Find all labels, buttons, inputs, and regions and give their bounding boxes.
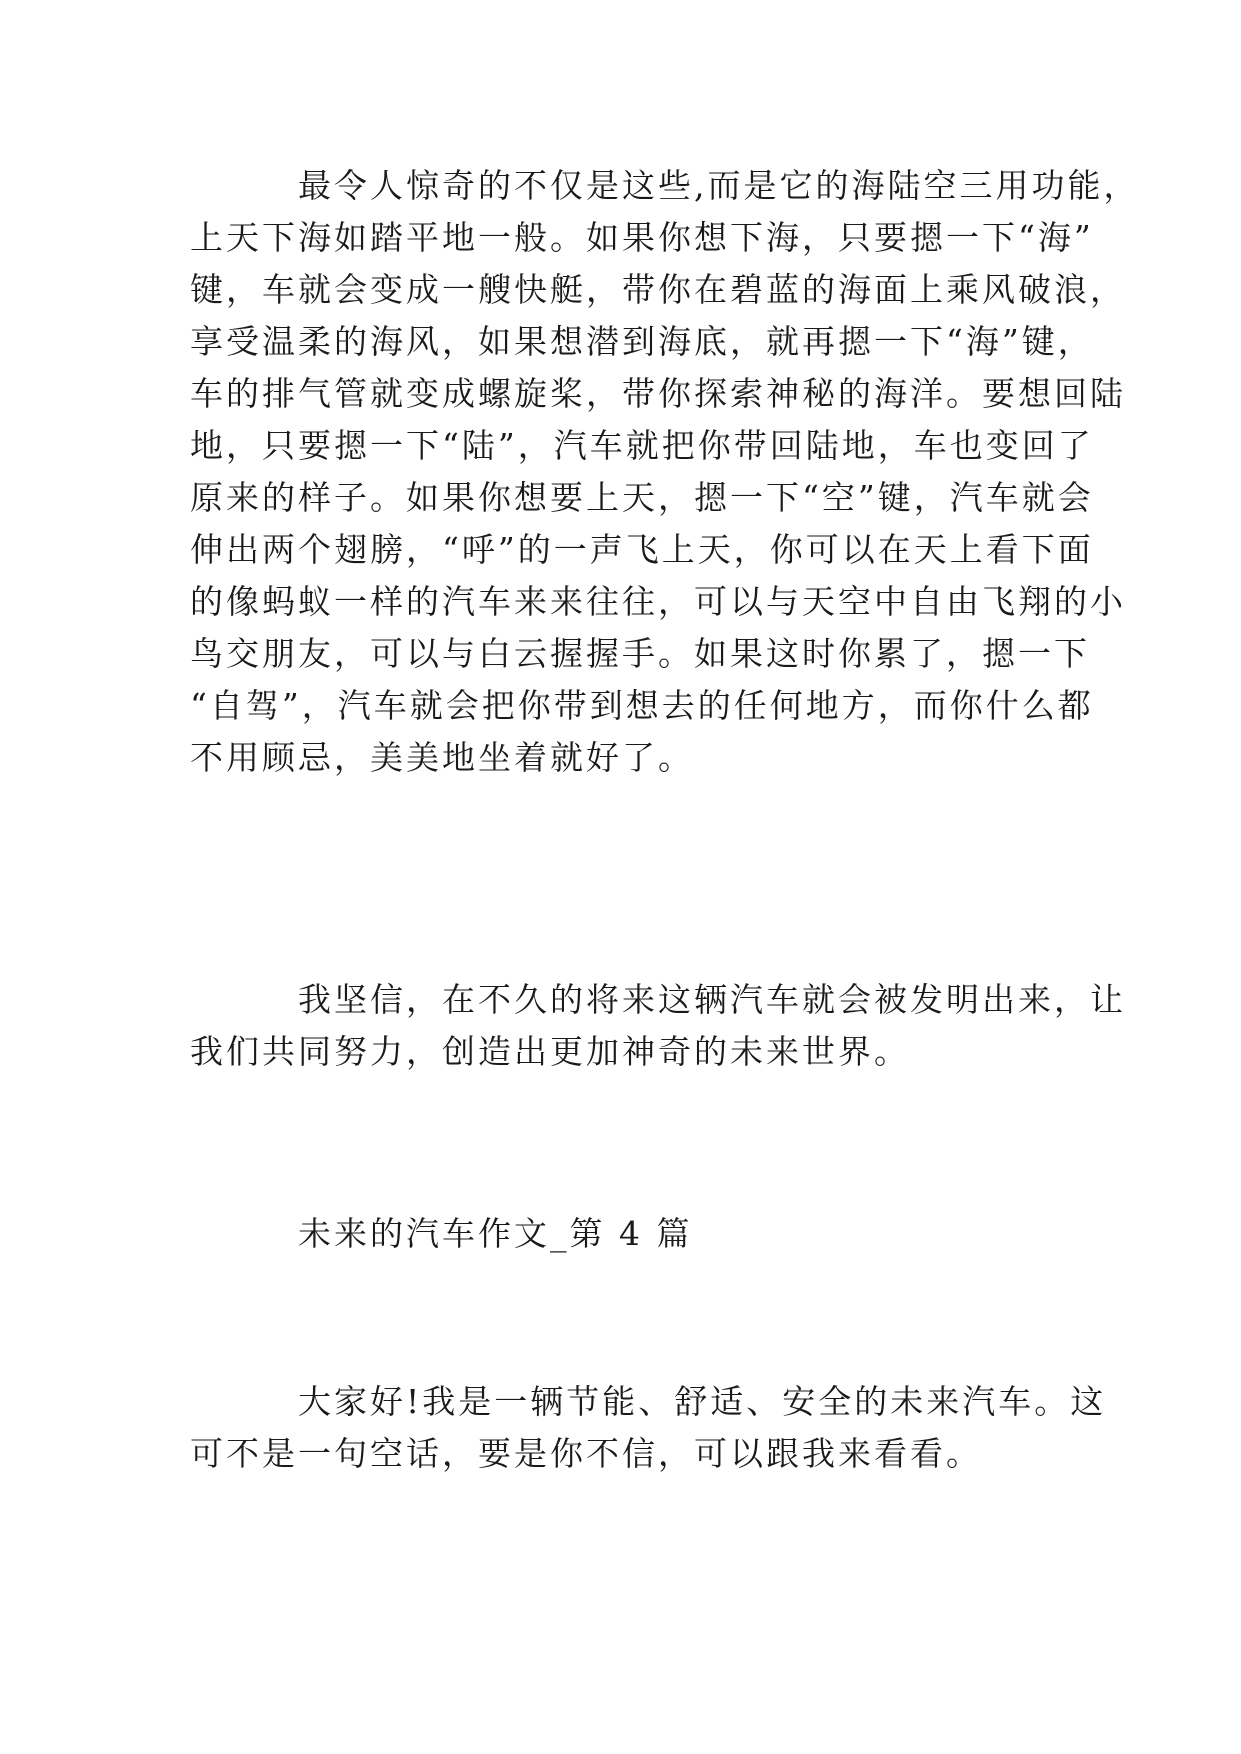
paragraph-line: 原来的样子。如果你想要上天，摁一下“空”键，汽车就会 [190,478,1094,517]
paragraph-line: 享受温柔的海风，如果想潜到海底，就再摁一下“海”键， [190,322,1094,361]
paragraph-line: 不用顾忌，美美地坐着就好了。 [190,738,694,777]
heading-text: 未来的汽车作文_第 4 篇 [298,1214,693,1253]
paragraph-line: 键，车就会变成一艘快艇，带你在碧蓝的海面上乘风破浪， [190,270,1126,309]
paragraph-line: 我坚信，在不久的将来这辆汽车就会被发明出来，让 [298,980,1126,1019]
paragraph-line: 我们共同努力，创造出更加神奇的未来世界。 [190,1032,910,1071]
paragraph-intro [190,1376,1107,1480]
paragraph-line: 的像蚂蚁一样的汽车来来往往，可以与天空中自由飞翔的小 [190,582,1126,621]
paragraph-line: 最令人惊奇的不仅是这些,而是它的海陆空三用功能， [298,166,1140,205]
paragraph-line: 可不是一句空话，要是你不信，可以跟我来看看。 [190,1434,982,1473]
essay-heading [190,1208,1080,1260]
paragraph-conclusion [190,974,1126,1078]
paragraph-line: 伸出两个翅膀，“呼”的一声飞上天，你可以在天上看下面 [190,530,1094,569]
paragraph-line: 车的排气管就变成螺旋桨，带你探索神秘的海洋。要想回陆 [190,374,1126,413]
paragraph-amphibious-function [190,160,1140,784]
paragraph-line: “自驾”，汽车就会把你带到想去的任何地方，而你什么都 [190,686,1094,725]
paragraph-line: 上天下海如踏平地一般。如果你想下海，只要摁一下“海” [190,218,1094,257]
paragraph-line: 地，只要摁一下“陆”，汽车就把你带回陆地，车也变回了 [190,426,1094,465]
paragraph-line: 鸟交朋友，可以与白云握握手。如果这时你累了，摁一下 [190,634,1090,673]
paragraph-line: 大家好!我是一辆节能、舒适、安全的未来汽车。这 [298,1382,1107,1421]
